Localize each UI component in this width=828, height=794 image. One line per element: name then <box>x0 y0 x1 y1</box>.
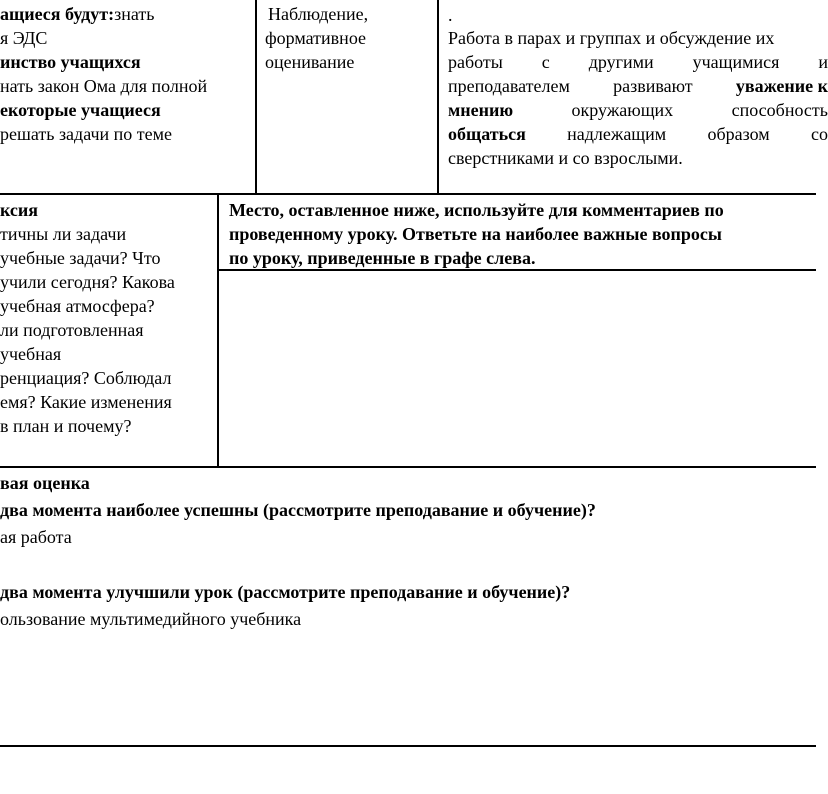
outcome-line <box>0 75 207 99</box>
page-bottom-border <box>0 745 816 747</box>
values-emphasis: уважение к <box>735 76 828 96</box>
reflection-question-line: ренциация? Соблюдал <box>0 368 172 388</box>
outcome-line-bold: инство учащихся <box>0 52 141 72</box>
values-dot: . <box>448 5 453 25</box>
values-word: со <box>810 124 828 144</box>
values-word: сверстниками и со взрослыми. <box>448 148 683 168</box>
values-word: способность <box>731 100 828 120</box>
values-word: преподавателем <box>448 76 570 96</box>
values-word: надлежащим <box>567 124 667 144</box>
values-word: и <box>818 52 828 72</box>
reflection-question-line: учебные задачи? Что <box>0 248 161 268</box>
reflection-question-line: учебная атмосфера? <box>0 296 155 316</box>
reflection-heading: ксия <box>0 200 39 220</box>
values-line <box>448 123 828 147</box>
reflection-question-line: в план и почему? <box>0 416 132 436</box>
values-word: развивают <box>613 76 693 96</box>
instruction-line: Место, оставленное ниже, используйте для комментариев по <box>229 200 724 220</box>
top-row-bottom-border <box>0 193 816 195</box>
outcome-line-text: я ЭДС <box>0 28 48 48</box>
values-word: окружающих <box>571 100 674 120</box>
top-row-divider-1 <box>255 0 257 194</box>
outcome-line <box>0 51 141 75</box>
values-line <box>448 51 828 75</box>
values-line <box>448 27 828 51</box>
values-emphasis: общаться <box>448 124 526 144</box>
outcome-line-text: знать <box>114 4 155 24</box>
reflection-question-line: емя? Какие изменения <box>0 392 172 412</box>
values-emphasis: мнению <box>448 100 514 120</box>
values-word: учащимися <box>692 52 780 72</box>
outcome-line-bold: екоторые учащиеся <box>0 100 161 120</box>
summary-heading: вая оценка <box>0 473 90 493</box>
instruction-line: проведенному уроку. Ответьте на наиболее важные вопросы <box>229 224 722 244</box>
assessment-line: оценивание <box>265 52 355 72</box>
outcome-line <box>0 123 172 147</box>
outcome-line-text: нать закон Ома для полной <box>0 76 208 96</box>
outcome-line-text: решать задачи по теме <box>0 124 173 144</box>
summary-answer-1: ая работа <box>0 527 72 547</box>
values-word: с <box>541 52 550 72</box>
reflection-question-line: учебная <box>0 344 62 364</box>
reflection-question-line: учили сегодня? Какова <box>0 272 175 292</box>
summary-question-2: два момента улучшили урок (рассмотрите преподавание и обучение)? <box>0 582 571 602</box>
outcome-line <box>0 99 161 123</box>
top-row-divider-2 <box>437 0 439 194</box>
summary-question-1: два момента наиболее успешны (рассмотрите преподавание и обучение)? <box>0 500 596 520</box>
assessment-line: формативное <box>265 28 367 48</box>
comment-area[interactable] <box>219 271 816 466</box>
reflection-question-line: тичны ли задачи <box>0 224 127 244</box>
outcome-line <box>0 3 154 27</box>
values-line <box>448 147 828 171</box>
values-line <box>448 75 828 99</box>
values-word: другими <box>588 52 654 72</box>
instruction-line: по уроку, приведенные в графе слева. <box>229 248 536 268</box>
reflection-question-line: ли подготовленная <box>0 320 144 340</box>
summary-answer-2: ользование мультимедийного учебника <box>0 609 302 629</box>
outcome-line-bold: ащиеся будут: <box>0 4 115 24</box>
values-word: образом <box>707 124 770 144</box>
values-line <box>448 99 828 123</box>
values-word: Работа в парах и группах и обсуждение их <box>448 28 775 48</box>
reflection-bottom-border <box>0 466 816 468</box>
values-word: работы <box>448 52 503 72</box>
outcome-line <box>0 27 47 51</box>
assessment-line: Наблюдение, <box>268 4 369 24</box>
